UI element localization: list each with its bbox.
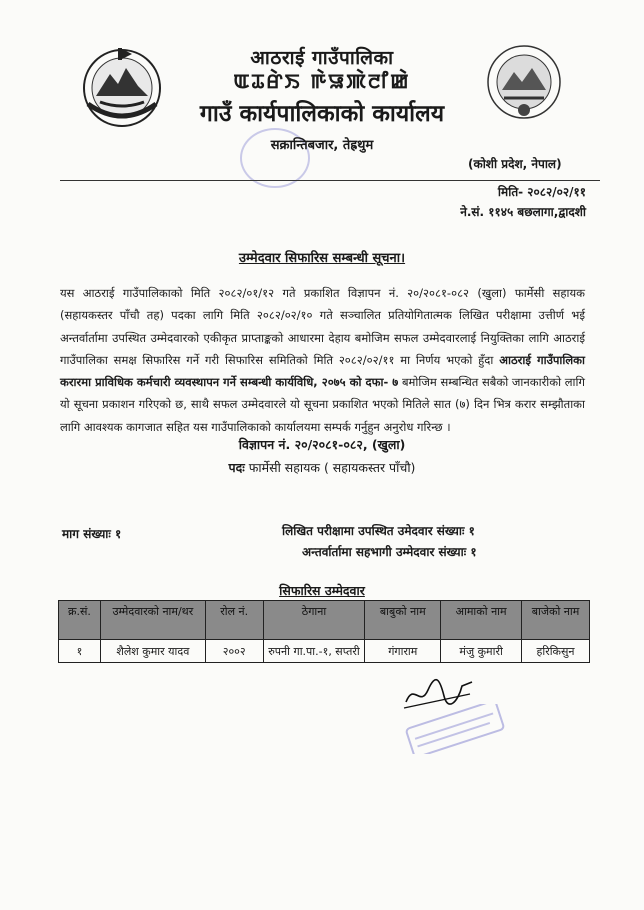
table-header-row bbox=[59, 601, 590, 640]
header-cell: ठेगाना bbox=[263, 601, 365, 640]
notice-body bbox=[60, 282, 585, 438]
header-cell: क्र.सं. bbox=[59, 601, 101, 640]
table-cell: शैलेश कुमार यादव bbox=[100, 640, 205, 663]
municipality-name: आठराई गाउँपालिका bbox=[250, 47, 394, 69]
body-part-1: यस आठराई गाउँपालिकाको मिति २०८२/०१/१२ गते प्रकाशित विज्ञापन नं. २०/२०८१-०८२ (खुला) फार्मेसी सहायक (सहायकस्तर पाँचौ तह) पदका लागि मिति २०८२/०२/१० गते सञ्चालित प्रतियोगितात्मक लिखित परीक्षामा उत्तीर्ण भई अन्तर्वार्तामा उपस्थित उम्मेदवारको एकीकृत प्राप्ताङ्कको आधारमा देहाय बमोजिम सफल उम्मेदवारलाई नियुक्तिका लागि आठराई गाउँपालिका समक्ष सिफारिस गर्ने गरी सिफारिस समितिको मिति २०८२/०२/११ मा निर्णय भएको हुँदा bbox=[60, 286, 585, 367]
body-bold-clause: आठराई गाउँपालिका करारमा प्राविधिक कर्मचारी व्यवस्थापन गर्ने सम्बन्धी कार्यविधि, २०७५ को दफा- ७ bbox=[60, 352, 585, 390]
header-cell: रोल नं. bbox=[205, 601, 263, 640]
table-cell: २००२ bbox=[205, 640, 263, 663]
official-seal-icon bbox=[400, 704, 510, 754]
written-exam-count: लिखित परीक्षामा उपस्थित उमेदवार संख्याः १ bbox=[282, 524, 475, 538]
header-cell: बाबुको नाम bbox=[365, 601, 441, 640]
table-title: सिफारिस उम्मेदवार bbox=[279, 583, 365, 598]
header-cell: आमाको नाम bbox=[441, 601, 522, 640]
municipality-name-limbu: ꯑꯊꯔꯥꯏ ꯒꯥꯎꯄꯥꯂꯤꯀꯥ bbox=[233, 69, 411, 93]
table-cell: रुपनी गा.पा.-१, सप्तरी bbox=[263, 640, 365, 663]
header-cell: बाजेको नाम bbox=[522, 601, 590, 640]
header-divider bbox=[60, 180, 600, 181]
subject-text: उम्मेदवार सिफारिस सम्बन्धी सूचना। bbox=[238, 251, 406, 266]
office-title: गाउँ कार्यपालिकाको कार्यालय bbox=[199, 101, 445, 127]
header-cell: उम्मेदवारको नाम/थर bbox=[100, 601, 205, 640]
advert-number: विज्ञापन नं. २०/२०८१-०८२, (खुला) bbox=[238, 437, 406, 452]
body-part-2: बमोजिम सम्बन्धित सबैको जानकारीको लागि यो सूचना प्रकाशन गरिएको छ, साथै सफल उम्मेदवारले यो सूचना प्रकाशित भएको मितिले सात (७) दिन भित्र करार सम्झौताका लागि आवश्यक कागजात सहित यस गाउँपालिकाको कार्यालयमा सम्पर्क गर्नुहुन अनुरोध गरिन्छ । bbox=[60, 375, 585, 434]
demand-count: माग संख्याः १ bbox=[62, 527, 122, 541]
table-cell: गंगाराम bbox=[365, 640, 441, 663]
table-cell: मंजु कुमारी bbox=[441, 640, 522, 663]
notice-subject bbox=[0, 248, 644, 266]
table-cell: हरिकिसुन bbox=[522, 640, 590, 663]
table-cell: १ bbox=[59, 640, 101, 663]
office-address: सक्रान्तिबजार, तेह्रथुम bbox=[270, 138, 374, 153]
post-line bbox=[0, 459, 644, 476]
nepal-sambat-date: ने.सं. ११४५ बछलागा,द्वादशी bbox=[460, 205, 586, 219]
post-value: फार्मेसी सहायक ( सहायकस्तर पाँचौ) bbox=[244, 460, 416, 475]
table-row bbox=[59, 640, 590, 663]
notice-date: मिति- २०८२/०२/११ bbox=[497, 185, 586, 199]
candidate-table bbox=[58, 600, 590, 663]
post-label: पदः bbox=[228, 460, 245, 475]
province-label: (कोशी प्रदेश, नेपाल) bbox=[468, 157, 562, 171]
interview-count: अन्तर्वार्तामा सहभागी उम्मेदवार संख्याः १ bbox=[302, 545, 477, 559]
